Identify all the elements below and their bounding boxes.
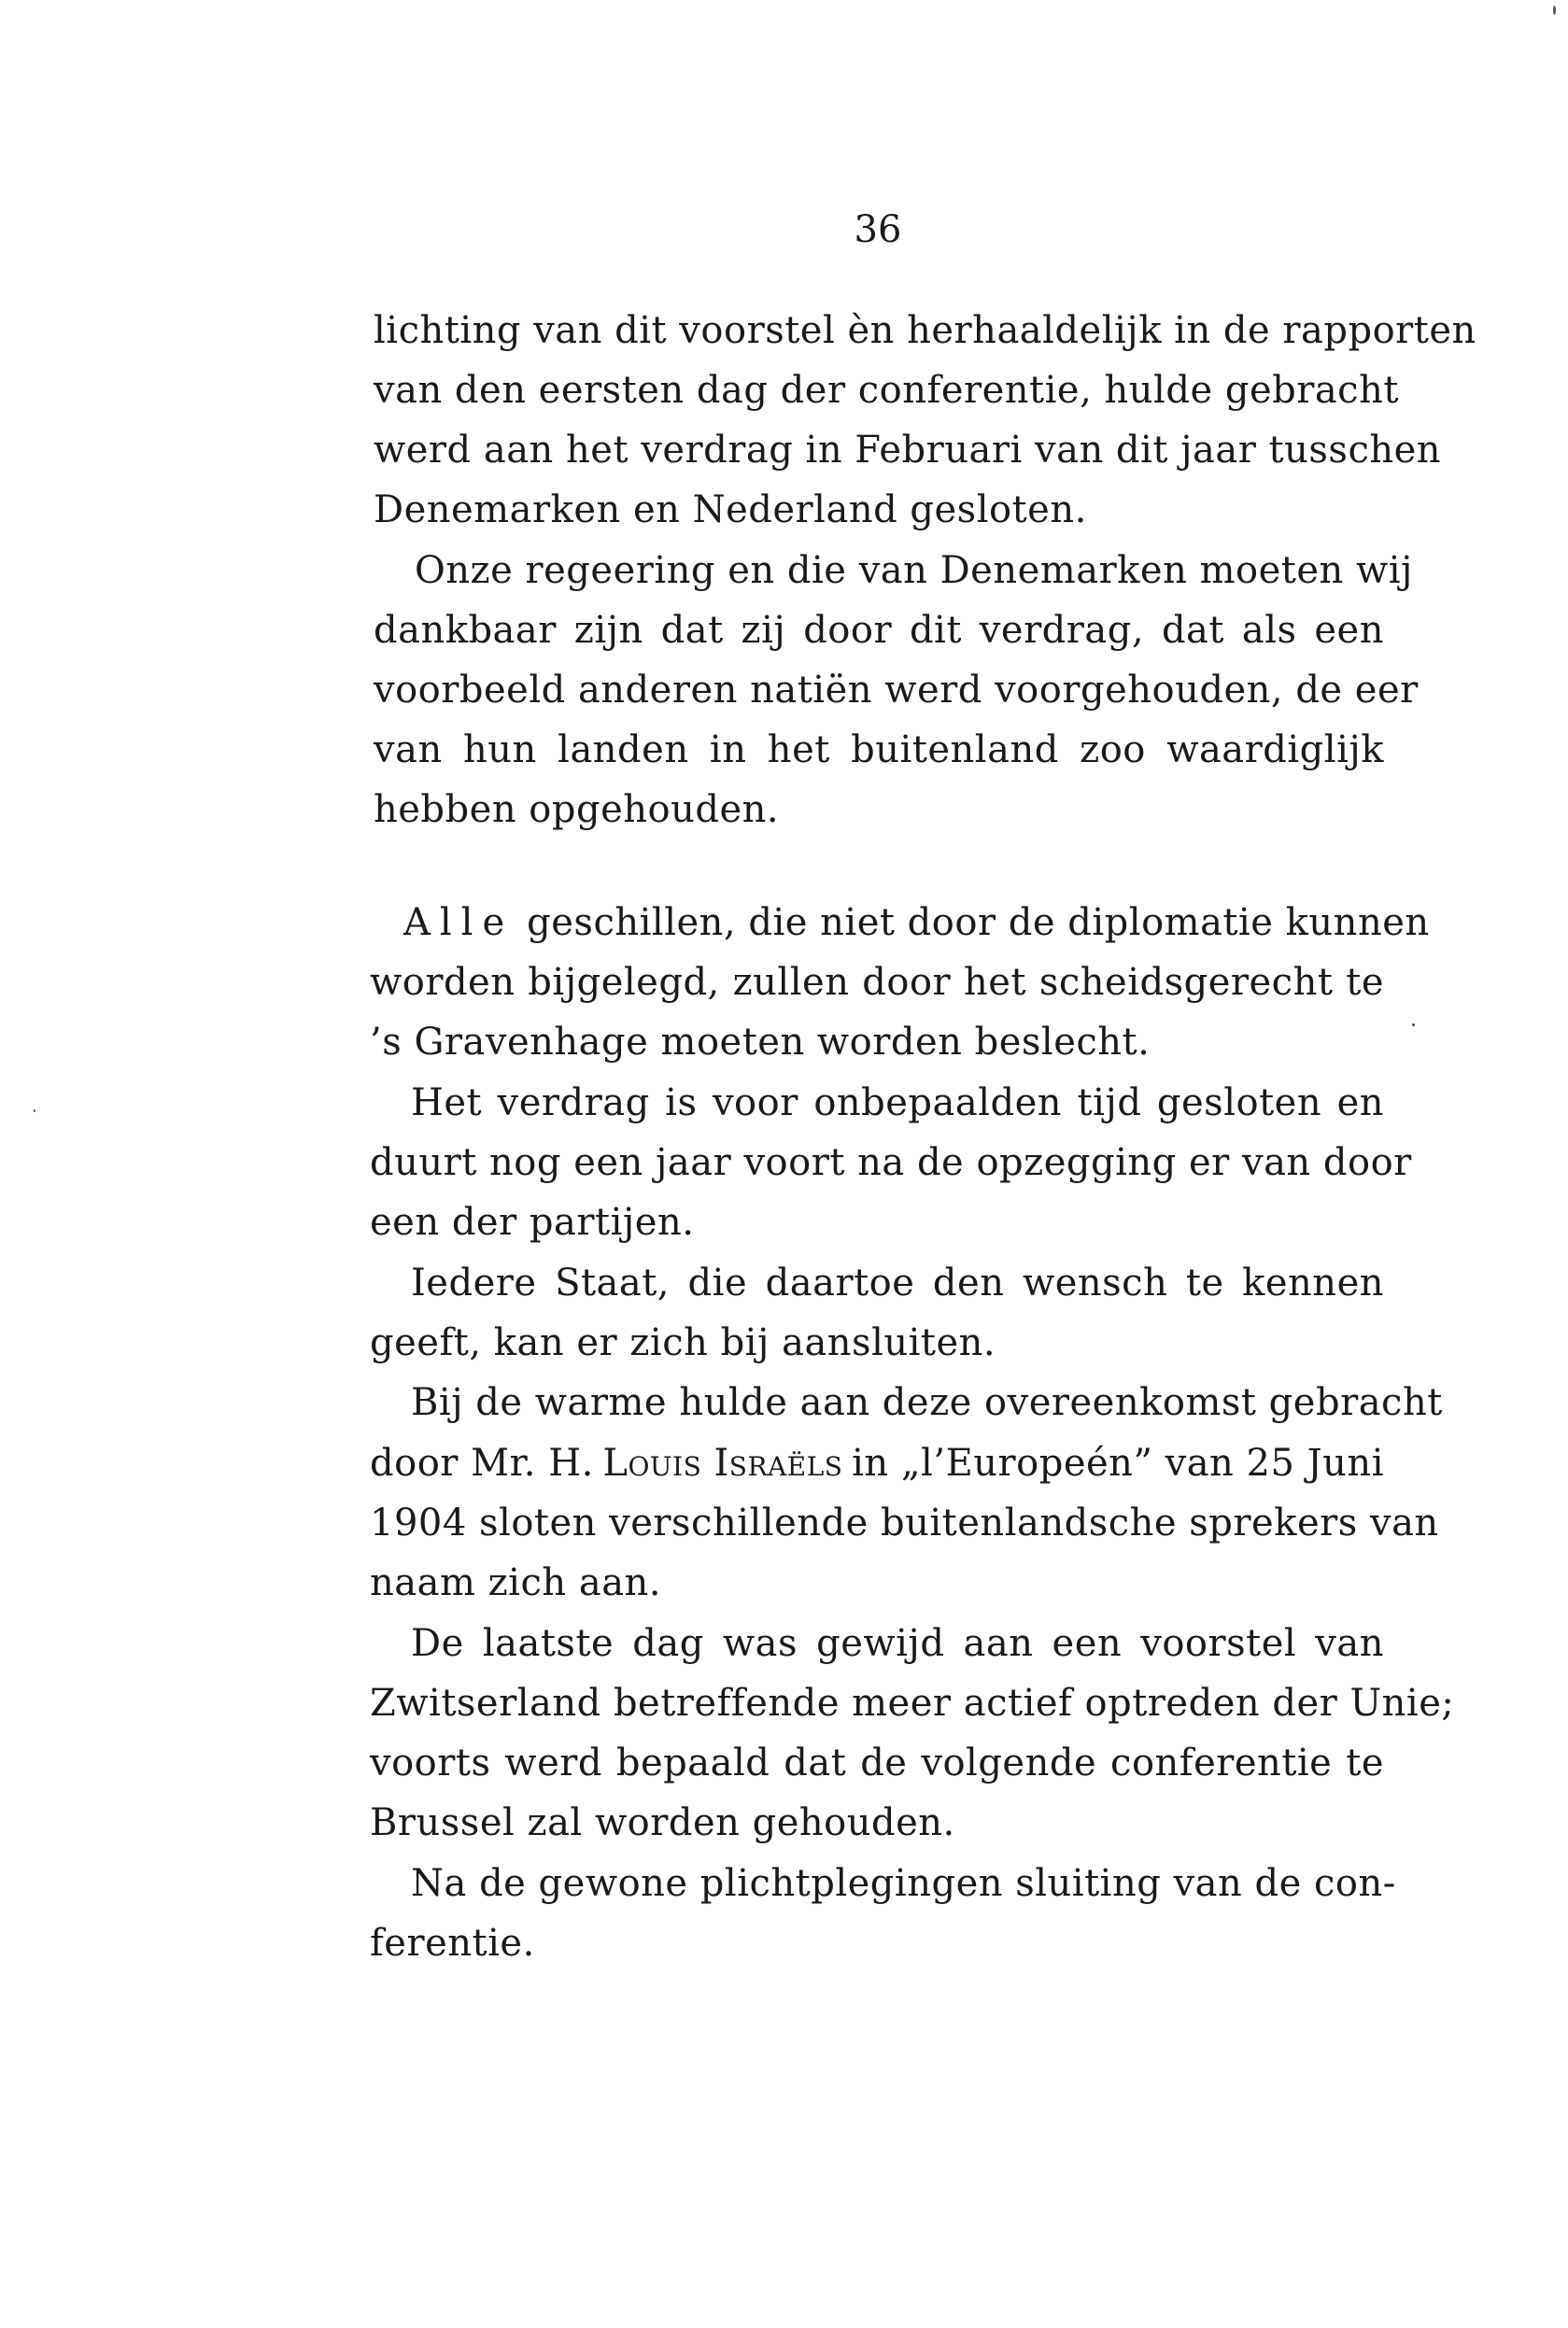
text-line: voorts werd bepaald dat de volgende conferentie te (370, 1742, 1384, 1785)
text-line: De laatste dag was gewijd aan een voorstel van (411, 1622, 1384, 1665)
text-fragment: geschillen, die niet door de diplomatie kunnen (527, 901, 1430, 944)
text-line: worden bijgelegd, zullen door het scheidsgerecht te (370, 961, 1384, 1004)
author-name: Louis Israëls (602, 1442, 843, 1485)
text-line: naam zich aan. (370, 1561, 662, 1604)
text-line: Denemarken en Nederland gesloten. (374, 488, 1087, 531)
text-line: hebben opgehouden. (374, 788, 780, 831)
text-line: Na de gewone plichtplegingen sluiting van de con- (411, 1862, 1396, 1905)
scan-speck (1412, 1023, 1415, 1026)
text-line: Bij de warme hulde aan deze overeenkomst gebracht (411, 1381, 1443, 1424)
text-line: ferentie. (370, 1922, 535, 1965)
text-line: voorbeeld anderen natiën werd voorgehouden, de eer (374, 669, 1419, 712)
page-number: 36 (854, 208, 902, 251)
text-line: Het verdrag is voor onbepaalden tijd gesloten en (411, 1081, 1384, 1124)
text-line: Onze regeering en die van Denemarken moeten wij (415, 549, 1413, 592)
text-line: van hun landen in het buitenland zoo waardiglijk (374, 728, 1384, 771)
spaced-emphasis: Alle (403, 901, 515, 944)
text-line: Brussel zal worden gehouden. (370, 1801, 955, 1844)
scan-speck (34, 1109, 35, 1112)
text-line: geeft, kan er zich bij aansluiten. (370, 1321, 996, 1364)
text-line: ’s Gravenhage moeten worden beslecht. (370, 1021, 1151, 1064)
text-line: lichting van dit voorstel èn herhaaldelijk in de rapporten (374, 309, 1476, 352)
text-line: werd aan het verdrag in Februari van dit jaar tusschen (374, 429, 1442, 472)
text-line: een der partijen. (370, 1201, 695, 1244)
text-fragment: door Mr. H. (370, 1442, 594, 1485)
text-line (370, 1441, 1384, 1486)
text-line: van den eersten dag der conferentie, hulde gebracht (374, 369, 1399, 412)
text-line: dankbaar zijn dat zij door dit verdrag, dat als een (374, 609, 1384, 652)
scan-speck (1553, 6, 1556, 15)
text-fragment: in „l’Europeén” van 25 Juni (852, 1442, 1384, 1485)
text-line: 1904 sloten verschillende buitenlandsche sprekers van (370, 1502, 1439, 1545)
text-line: Iedere Staat, die daartoe den wensch te kennen (411, 1262, 1384, 1305)
text-line (403, 900, 1430, 945)
text-line: duurt nog een jaar voort na de opzegging er van door (370, 1141, 1412, 1184)
text-line: Zwitserland betreffende meer actief optreden der Unie; (370, 1682, 1455, 1725)
